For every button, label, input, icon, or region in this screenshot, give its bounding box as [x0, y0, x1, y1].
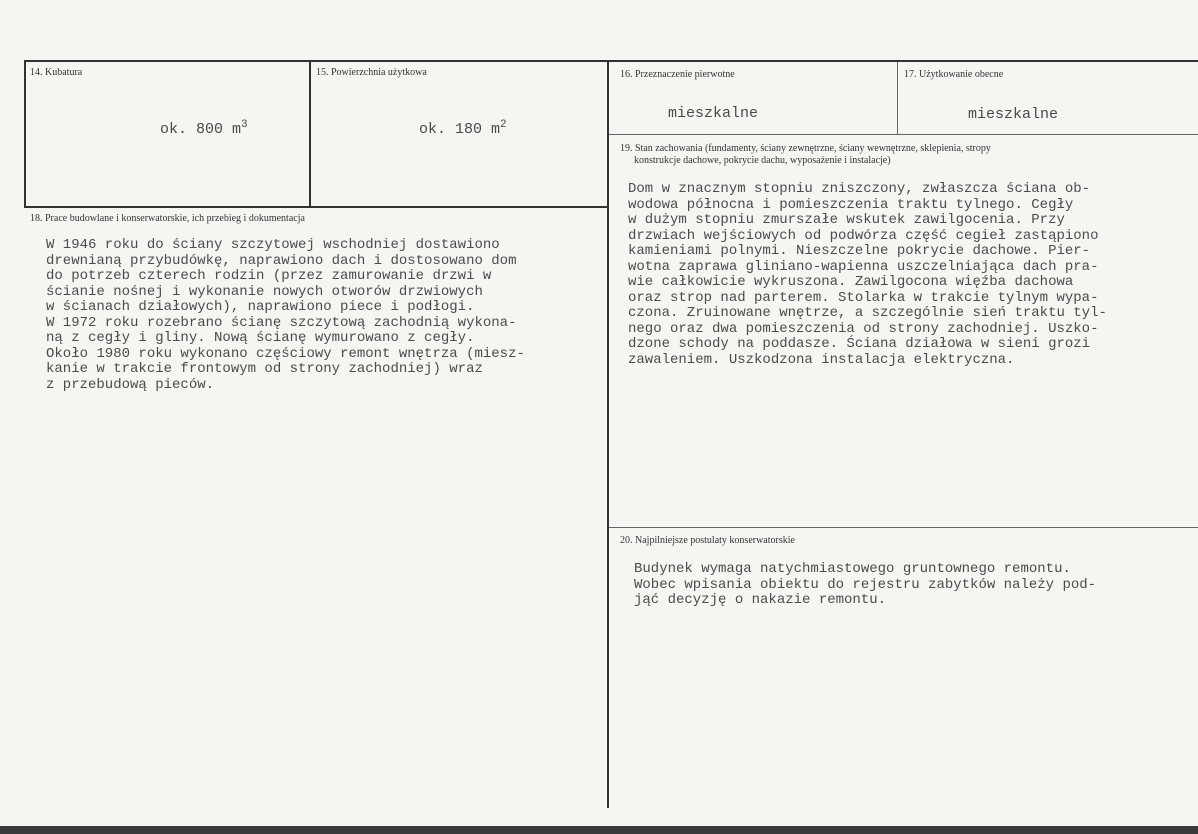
przeznaczenie-value: mieszkalne [668, 105, 759, 122]
stan-zachowania-label-line-1: 19. Stan zachowania (fundamenty, ściany zewnętrzne, ściany wewnętrzne, sklepienia, stropy [620, 143, 991, 154]
stan-zachowania-text [628, 182, 1107, 368]
text-line: w ścianach działowych), naprawiono piece i podłogi. [46, 299, 475, 315]
kubatura-value-text: ok. 800 m [160, 121, 242, 138]
uzytkowanie-value: mieszkalne [968, 106, 1059, 123]
text-line: jąć decyzję o nakazie remontu. [634, 592, 887, 608]
text-line: Około 1980 roku wykonano częściowy remont wnętrza (miesz- [46, 345, 525, 362]
text-line: ścianie nośnej i wykonanie nowych otworów drzwiowych [46, 283, 483, 300]
divider-19-20 [609, 527, 1198, 528]
uzytkowanie-label: 17. Użytkowanie obecne [904, 69, 1004, 80]
powierzchnia-value [383, 102, 507, 155]
text-line: Budynek wymaga natychmiastowego gruntownego remontu. [634, 561, 1071, 577]
divider-16-19 [609, 134, 1198, 135]
text-line: wodowa północna i pomieszczenia traktu tylnego. Cegły [628, 196, 1074, 213]
text-line: Wobec wpisania obiektu do rejestru zabytków należy pod- [634, 576, 1097, 593]
divider-row-18 [24, 206, 609, 208]
left-rule [24, 60, 26, 208]
kubatura-unit-exponent: 3 [241, 119, 248, 131]
text-line: kamieniami polnymi. Nieszczelne pokrycie dachowe. Pier- [628, 243, 1091, 259]
prace-budowlane-text [46, 238, 525, 393]
text-line: dzone schody na poddasze. Ściana działowa w sieni grozi [628, 336, 1091, 352]
text-line: zawaleniem. Uszkodzona instalacja elektryczna. [628, 351, 1015, 368]
postulaty-text [634, 562, 1096, 609]
text-line: z przebudową pieców. [46, 376, 215, 393]
text-line: wotna zaprawa gliniano-wapienna uszczelniająca dach pra- [628, 258, 1099, 275]
powierzchnia-unit-exponent: 2 [500, 119, 507, 131]
text-line: Dom w znacznym stopniu zniszczony, zwłaszcza ściana ob- [628, 181, 1091, 197]
kubatura-value [124, 102, 248, 155]
text-line: W 1972 roku rozebrano ścianę szczytową zachodnią wykona- [46, 314, 517, 331]
stan-zachowania-label-line-2: konstrukcje dachowe, pokrycie dachu, wyposażenie i instalacje) [634, 155, 891, 166]
postulaty-label: 20. Najpilniejsze postulaty konserwatorskie [620, 535, 795, 546]
text-line: oraz strop nad parterem. Stolarka w trakcie tylnym wypa- [628, 289, 1099, 306]
text-line: czona. Zruinowane wnętrze, a szczególnie sień traktu tyl- [628, 305, 1107, 321]
divider-14-15 [309, 60, 311, 206]
text-line: kanie w trakcie frontowym od strony zachodniej) wraz [46, 361, 483, 377]
divider-16-17 [897, 62, 898, 134]
przeznaczenie-label: 16. Przeznaczenie pierwotne [620, 69, 735, 80]
text-line: drzwiach wejściowych od podwórza część cegieł zastąpiono [628, 227, 1099, 244]
powierzchnia-label: 15. Powierzchnia użytkowa [316, 67, 427, 78]
text-line: ną z cegły i gliny. Nową ścianę wymurowano z cegły. [46, 330, 475, 346]
text-line: w dużym stopniu zmurszałe wskutek zawilgocenia. Przy [628, 212, 1065, 228]
text-line: drewnianą przybudówkę, naprawiono dach i dostosowano dom [46, 252, 517, 269]
text-line: wie całkowicie wykruszona. Zawilgocona więźba dachowa [628, 274, 1074, 290]
text-line: W 1946 roku do ściany szczytowej wschodniej dostawiono [46, 237, 500, 253]
stan-zachowania-label [620, 143, 991, 167]
center-rule [607, 60, 609, 808]
text-line: do potrzeb czterech rodzin (przez zamurowanie drzwi w [46, 268, 492, 284]
text-line: nego oraz dwa pomieszczenia od strony zachodniej. Uszko- [628, 320, 1099, 337]
powierzchnia-value-text: ok. 180 m [419, 121, 501, 138]
kubatura-label: 14. Kubatura [30, 67, 83, 78]
scan-bottom-edge [0, 826, 1198, 834]
top-rule [24, 60, 1198, 62]
prace-budowlane-label: 18. Prace budowlane i konserwatorskie, ich przebieg i dokumentacja [30, 213, 305, 224]
